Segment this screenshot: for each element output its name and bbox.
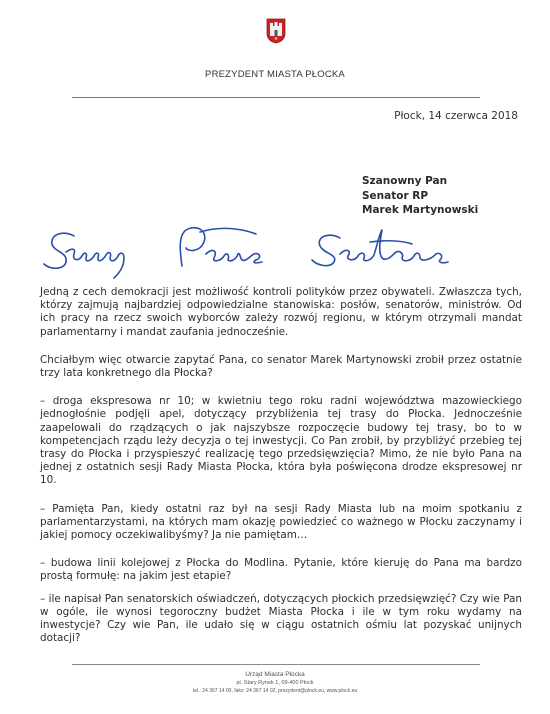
recipient-line-2: Senator RP bbox=[362, 189, 429, 202]
paragraph-intro: Jedną z cech demokracji jest możliwość kontroli polityków przez obywateli. Zwłaszcza tych, którzy zajmują najbardziej odpowiedzialne stanowiska: posłów, senatorów, ministrów. Od ich pracy na rzecz swoich wyborców zależy rozwój regionu, w którym otrzymali mandat parlamentarny i mandat zaufania jednocześnie. bbox=[40, 286, 522, 338]
letterhead-divider bbox=[72, 97, 480, 98]
footer-organization: Urząd Miasta Płocka bbox=[245, 671, 305, 678]
letter-date: Płock, 14 czerwca 2018 bbox=[394, 110, 518, 122]
recipient-line-3: Marek Martynowski bbox=[362, 204, 479, 216]
letterhead-title: PREZYDENT MIASTA PŁOCKA bbox=[205, 69, 345, 80]
paragraph-question: Chciałbym więc otwarcie zapytać Pana, co senator Marek Martynowski zrobił przez ostatnie trzy lata konkretnego dla Płocka? bbox=[40, 353, 522, 380]
paragraph-statements: – ile napisał Pan senatorskich oświadczeń, dotyczących płockich przedsięwzięć? Czy wie Pan w ogóle, ile wynosi tegoroczny budżet Miasta Płocka i ile w tym roku wydamy na inwestycje? Czy wie Pan, ile udało się w ciągu ostatnich ośmiu lat pozyskać unijnych dotacji? bbox=[40, 592, 522, 645]
footer-address: pl. Stary Rynek 1, 09-400 Płock bbox=[236, 680, 314, 686]
footer-contact: tel.: 24 367 14 00, faks: 24 367 14 02, prezydent@plock.eu, www.plock.eu bbox=[192, 688, 358, 694]
paragraph-council-session: – Pamięta Pan, kiedy ostatni raz był na sesji Rady Miasta lub na moim spotkaniu z parlamentarzystami, na których mam okazję powiedzieć co ważnego w Płocku zaczynamy i jakiej pomocy oczekiwalibyśmy? Ja nie pamiętam… bbox=[40, 502, 522, 542]
recipient-line-1: Szanowny Pan bbox=[362, 175, 448, 187]
letter-body bbox=[40, 286, 522, 654]
paragraph-railway: – budowa linii kolejowej z Płocka do Modlina. Pytanie, które kieruję do Pana ma bardzo prostą formułę: na jakim jest etapie? bbox=[40, 557, 522, 583]
recipient-block bbox=[362, 174, 478, 218]
city-crest-icon bbox=[266, 18, 286, 44]
footer bbox=[0, 670, 550, 695]
footer-divider bbox=[72, 664, 480, 665]
handwritten-salutation bbox=[40, 222, 450, 284]
paragraph-expressway: – droga ekspresowa nr 10; w kwietniu tego roku radni województwa mazowieckiego jednogłośnie podjęli apel, dotyczący przybliżenia tej trasy do Płocka. Jednocześnie zaapelowali do rządzących o jak najszybsze rozpoczęcie budowy tej trasy, bo to w kompetencjach rządu leży decyzja o tej inwestycji. Co Pan zrobił, by przybliżyć przebieg tej trasy do Płocka i przyspieszyć realizację tego przedsięwzięcia? Mimo, że nie było Pana na jednej z ostatnich sesji Rady Miasta Płocka, która była poświęcona drodze ekspresowej nr 10. bbox=[40, 395, 522, 487]
